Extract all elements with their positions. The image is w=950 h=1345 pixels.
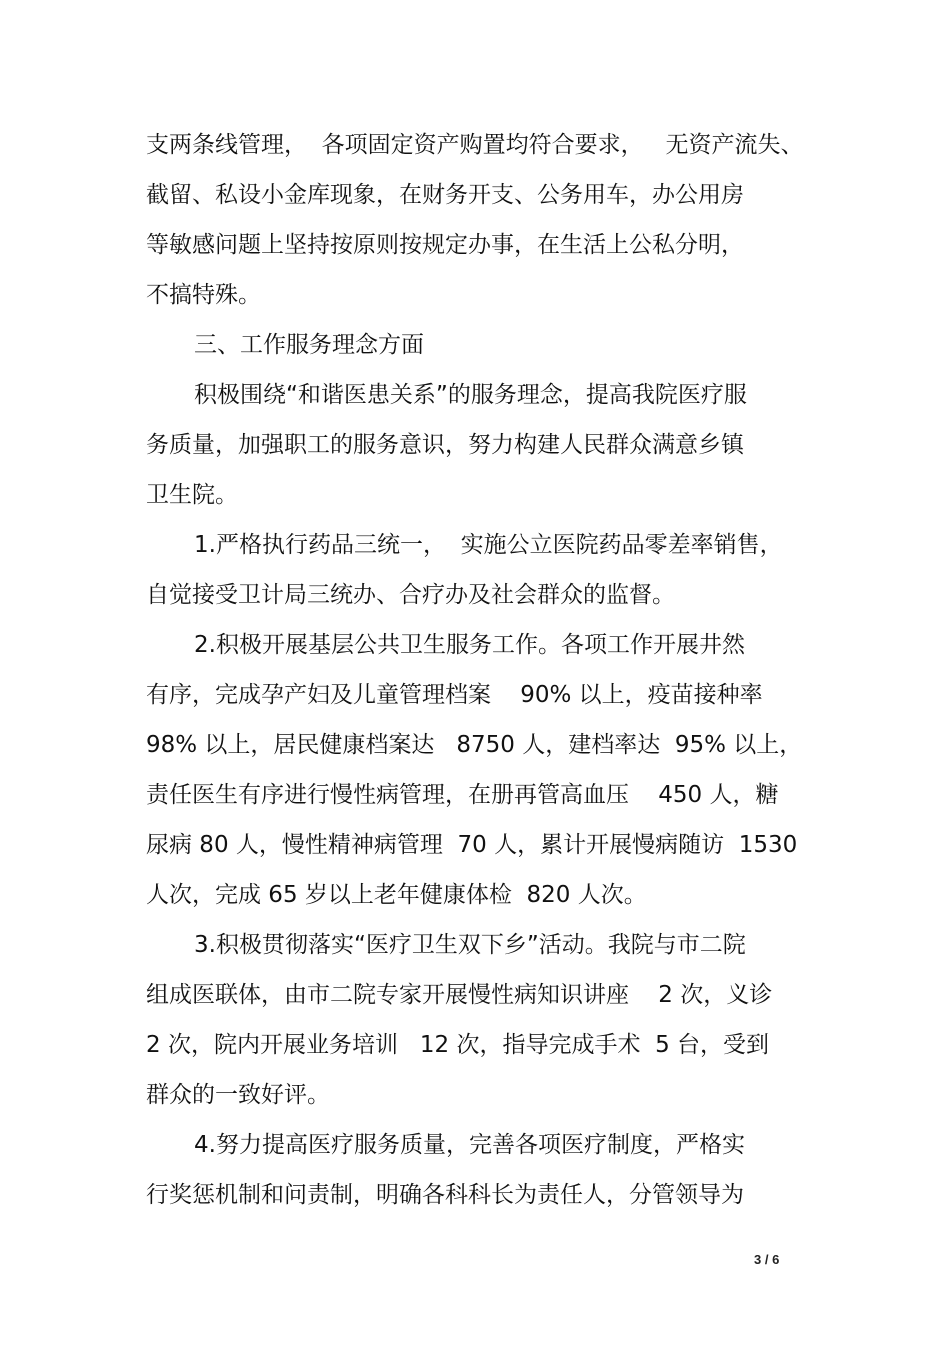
list-item-line: 尿病 80 人，慢性精神病管理 70 人，累计开展慢病随访 1530 — [146, 832, 798, 858]
body-text-line: 支两条线管理， 各项固定资产购置均符合要求， 无资产流失、 — [146, 132, 804, 158]
body-text-line: 卫生院。 — [146, 482, 238, 508]
list-item-line: 人次，完成 65 岁以上老年健康体检 820 人次。 — [146, 882, 647, 908]
list-item-line: 2.积极开展基层公共卫生服务工作。各项工作开展井然 — [194, 632, 745, 658]
body-text-line: 务质量，加强职工的服务意识，努力构建人民群众满意乡镇 — [146, 432, 744, 458]
list-item-line: 组成医联体，由市二院专家开展慢性病知识讲座 2 次，义诊 — [146, 982, 773, 1008]
section-heading: 三、工作服务理念方面 — [194, 332, 424, 358]
list-item-line: 自觉接受卫计局三统办、合疗办及社会群众的监督。 — [146, 582, 675, 608]
body-text-line: 等敏感问题上坚持按原则按规定办事，在生活上公私分明， — [146, 232, 744, 258]
body-text-line: 截留、私设小金库现象，在财务开支、公务用车，办公用房 — [146, 182, 744, 208]
list-item-line: 行奖惩机制和问责制，明确各科科长为责任人，分管领导为 — [146, 1182, 744, 1208]
list-item-line: 3.积极贯彻落实“医疗卫生双下乡”活动。我院与市二院 — [194, 932, 746, 958]
list-item-line: 1.严格执行药品三统一， 实施公立医院药品零差率销售， — [194, 532, 783, 558]
list-item-line: 有序，完成孕产妇及儿童管理档案 90% 以上，疫苗接种率 — [146, 682, 763, 708]
list-item-line: 2 次，院内开展业务培训 12 次，指导完成手术 5 台，受到 — [146, 1032, 770, 1058]
list-item-line: 98% 以上，居民健康档案达 8750 人，建档率达 95% 以上， — [146, 732, 803, 758]
list-item-line: 4.努力提高医疗服务质量，完善各项医疗制度，严格实 — [194, 1132, 745, 1158]
list-item-line: 群众的一致好评。 — [146, 1082, 330, 1108]
body-text-line: 不搞特殊。 — [146, 282, 261, 308]
list-item-line: 责任医生有序进行慢性病管理，在册再管高血压 450 人，糖 — [146, 782, 779, 808]
body-text-line: 积极围绕“和谐医患关系”的服务理念，提高我院医疗服 — [194, 382, 747, 408]
page-number: 3 / 6 — [754, 1252, 780, 1267]
